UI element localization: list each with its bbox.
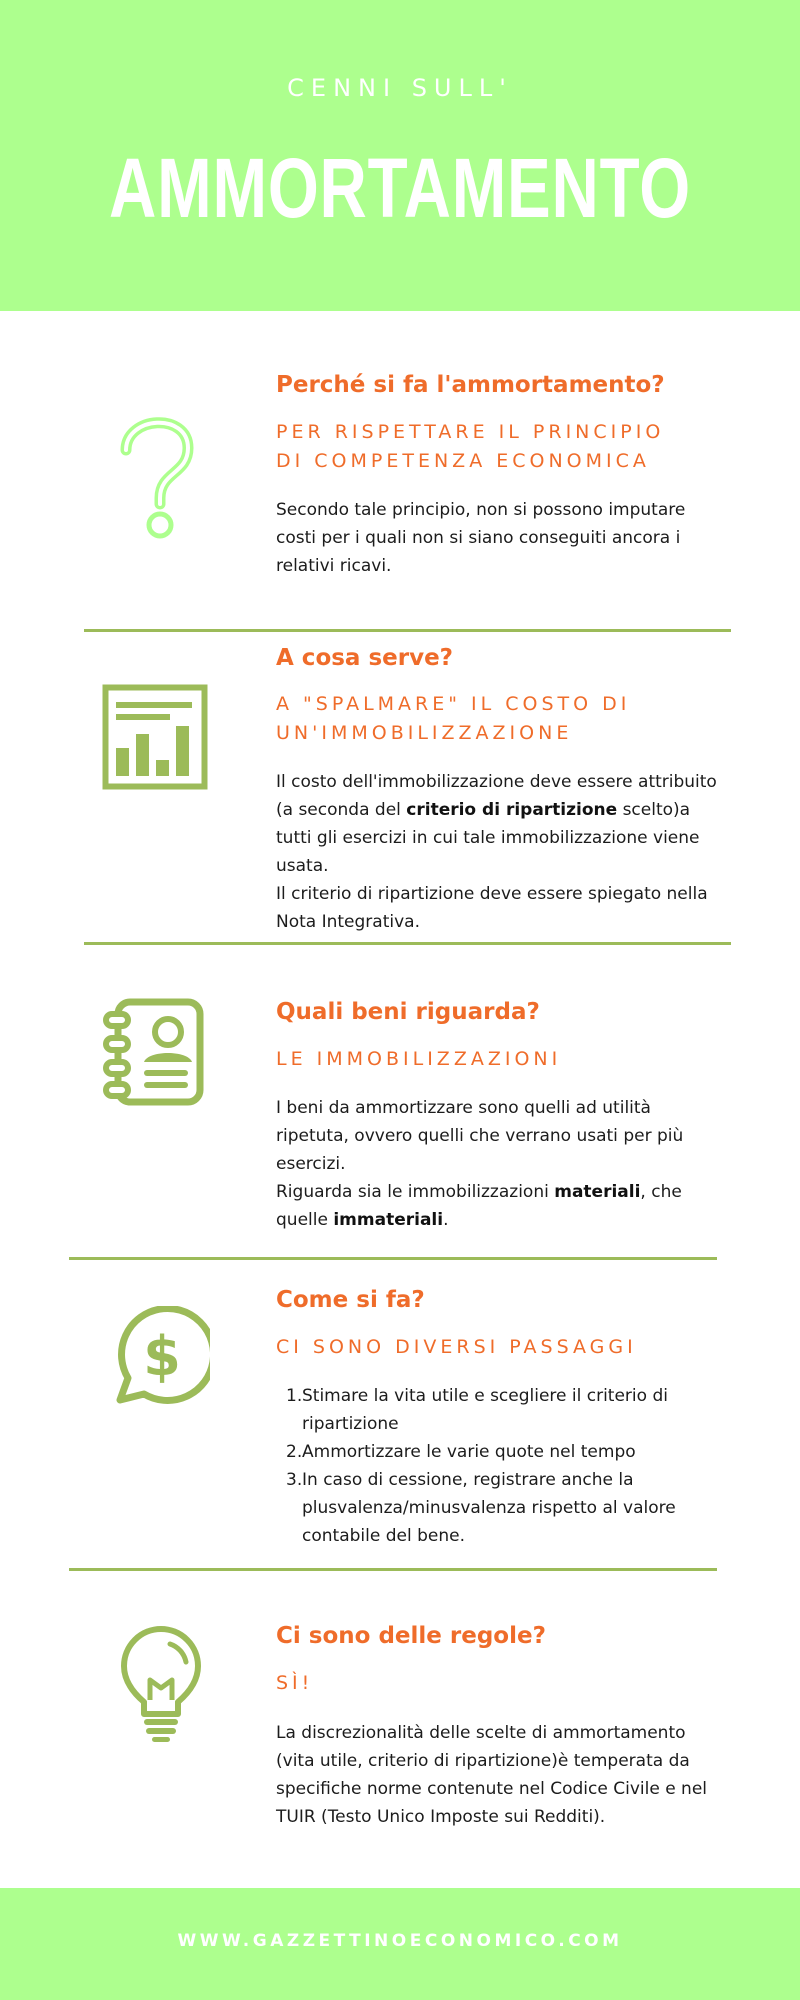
list-item: 2. Ammortizzare le varie quote nel tempo [286, 1442, 636, 1462]
section-1-paragraph: Secondo tale principio, non si possono imputare costi per i quali non si siano conseguiti ancora i relativi ricavi. [276, 500, 686, 576]
list-item: 3. In caso di cessione, registrare anche la plusvalenza/minusvalenza rispetto al valore contabile del bene. [286, 1470, 676, 1546]
section-4-subtitle: CI SONO DIVERSI PASSAGGI [276, 1336, 637, 1358]
section-1-question: Perché si fa l'ammortamento? [276, 372, 665, 398]
section-5-paragraph: La discrezionalità delle scelte di ammortamento (vita utile, criterio di ripartizione)è temperata da specifiche norme contenute nel Codice Civile e nel TUIR (Testo Unico Imposte sui Redditi). [276, 1723, 708, 1827]
bar-chart-icon [102, 684, 208, 790]
section-3-subtitle: LE IMMOBILIZZAZIONI [276, 1048, 562, 1070]
section-divider [69, 1568, 717, 1571]
section-2-question: A cosa serve? [276, 645, 454, 671]
section-2-subtitle: A "SPALMARE" IL COSTO DI UN'IMMOBILIZZAZIONE [276, 693, 631, 744]
header-pretitle: CENNI SULL' [287, 74, 513, 102]
light-bulb-icon [118, 1624, 204, 1744]
section-2-paragraph: Il costo dell'immobilizzazione deve essere attribuito (a seconda del criterio di ripartizione scelto)a tutti gli esercizi in cui tale immobilizzazione viene usata. Il criterio di ripartizione deve essere spiegato nella Nota Integrativa. [276, 772, 717, 932]
section-divider [84, 942, 731, 945]
section-1-subtitle: PER RISPETTARE IL PRINCIPIO DI COMPETENZA ECONOMICA [276, 421, 665, 472]
svg-text:$: $ [143, 1325, 181, 1388]
question-mark-icon [112, 402, 202, 542]
steps-list [276, 1382, 746, 1550]
section-3-paragraph: I beni da ammortizzare sono quelli ad utilità ripetuta, ovvero quelli che verrano usati per più esercizi. Riguarda sia le immobilizzazioni materiali, che quelle immateriali. [276, 1098, 684, 1230]
section-5-subtitle: SÌ! [276, 1672, 314, 1694]
section-divider [69, 1257, 717, 1260]
section-divider [84, 629, 731, 632]
list-item: 1. Stimare la vita utile e scegliere il criterio di ripartizione [286, 1386, 668, 1434]
dollar-speech-bubble-icon [108, 1306, 210, 1408]
section-5-question: Ci sono delle regole? [276, 1623, 546, 1649]
section-4-question: Come si fa? [276, 1287, 425, 1313]
notebook-icon [102, 998, 210, 1106]
footer-url: WWW.GAZZETTINOECONOMICO.COM [177, 1931, 623, 1951]
section-3-question: Quali beni riguarda? [276, 999, 540, 1025]
page-title: AMMORTAMENTO [108, 141, 691, 235]
